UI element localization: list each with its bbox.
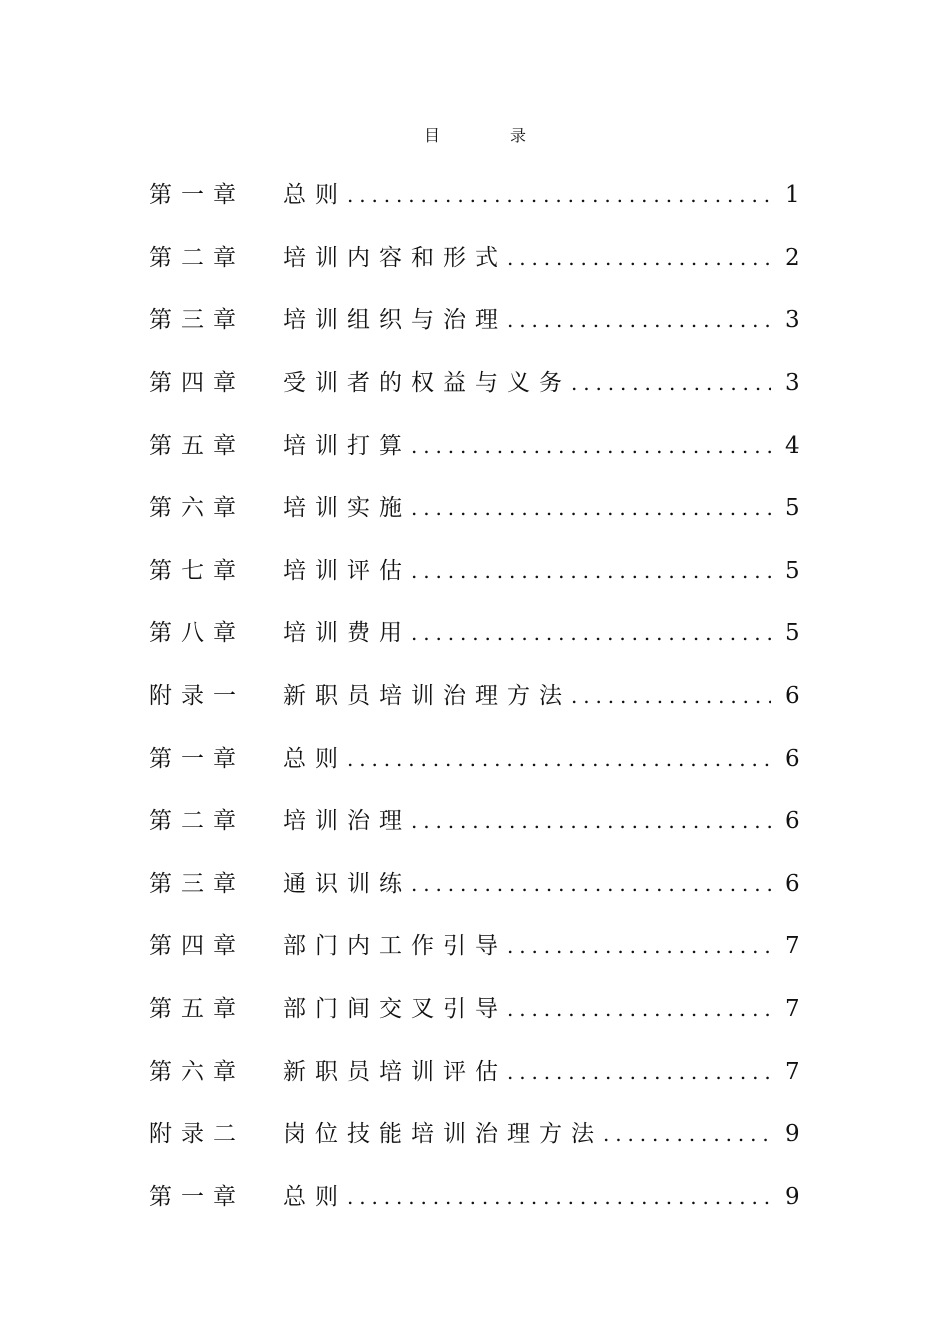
- toc-dot-leader: [411, 865, 771, 903]
- toc-entry-title: 新职员培训治理方法: [283, 683, 571, 710]
- toc-chapter-number: 第一章: [149, 1183, 245, 1210]
- toc-entry[interactable]: [149, 602, 799, 665]
- toc-page-number: 7: [785, 933, 800, 960]
- toc-entry[interactable]: [149, 352, 799, 415]
- toc-entry-title: 受训者的权益与义务: [283, 370, 571, 397]
- toc-dot-leader: [347, 740, 771, 778]
- toc-page-number: 9: [785, 1183, 800, 1210]
- toc-entry[interactable]: [149, 227, 799, 290]
- toc-chapter-number: 第五章: [149, 432, 245, 459]
- toc-entry-title: 总则: [283, 1183, 347, 1210]
- toc-chapter-number: 第八章: [149, 620, 245, 647]
- toc-chapter-number: 第一章: [149, 182, 245, 209]
- toc-chapter-number: 第二章: [149, 808, 245, 835]
- toc-entry[interactable]: [149, 790, 799, 853]
- toc-chapter-number: 第六章: [149, 495, 245, 522]
- toc-entry[interactable]: [149, 978, 799, 1041]
- toc-dot-leader: [507, 239, 771, 277]
- toc-chapter-number: 第三章: [149, 870, 245, 897]
- toc-page-number: 7: [785, 1058, 800, 1085]
- toc-page-number: 5: [785, 557, 800, 584]
- toc-entry[interactable]: [149, 414, 799, 477]
- toc-entry[interactable]: [149, 1040, 799, 1103]
- toc-entry[interactable]: [149, 1103, 799, 1166]
- toc-chapter-number: 第五章: [149, 996, 245, 1023]
- toc-dot-leader: [411, 802, 771, 840]
- toc-entry[interactable]: [149, 853, 799, 916]
- toc-page-number: 9: [785, 1121, 800, 1148]
- toc-entry-title: 部门内工作引导: [283, 933, 507, 960]
- toc-chapter-number: 第二章: [149, 244, 245, 271]
- toc-page-number: 5: [785, 495, 800, 522]
- toc-entry[interactable]: [149, 665, 799, 728]
- toc-chapter-number: 第四章: [149, 370, 245, 397]
- page-title: 目录: [423, 126, 596, 145]
- toc-page-number: 3: [785, 307, 800, 334]
- toc-entry-title: 通识训练: [283, 870, 411, 897]
- toc-entry-title: 新职员培训评估: [283, 1058, 507, 1085]
- toc-entry-title: 培训费用: [283, 620, 411, 647]
- toc-entry-title: 培训实施: [283, 495, 411, 522]
- toc-page-number: 6: [785, 870, 800, 897]
- toc-entry[interactable]: [149, 540, 799, 603]
- toc-page-number: 6: [785, 683, 800, 710]
- toc-dot-leader: [603, 1115, 771, 1153]
- toc-entry-title: 总则: [283, 745, 347, 772]
- toc-page-number: 6: [785, 808, 800, 835]
- toc-dot-leader: [507, 301, 771, 339]
- toc-entry[interactable]: [149, 1166, 799, 1229]
- toc-page-number: 5: [785, 620, 800, 647]
- toc-dot-leader: [347, 1178, 771, 1216]
- toc-chapter-number: 附录二: [149, 1121, 245, 1148]
- toc-page-number: 7: [785, 996, 800, 1023]
- toc-entry-title: 培训评估: [283, 557, 411, 584]
- toc-chapter-number: 第一章: [149, 745, 245, 772]
- toc-entry-title: 部门间交叉引导: [283, 996, 507, 1023]
- toc-dot-leader: [571, 677, 771, 715]
- toc-entry-title: 培训内容和形式: [283, 244, 507, 271]
- table-of-contents: [149, 164, 799, 1228]
- toc-entry[interactable]: [149, 915, 799, 978]
- toc-entry[interactable]: [149, 289, 799, 352]
- toc-entry-title: 培训组织与治理: [283, 307, 507, 334]
- toc-dot-leader: [411, 427, 771, 465]
- toc-dot-leader: [411, 489, 771, 527]
- toc-page-number: 1: [785, 182, 800, 209]
- toc-dot-leader: [411, 552, 771, 590]
- toc-chapter-number: 第七章: [149, 557, 245, 584]
- toc-dot-leader: [507, 990, 771, 1028]
- toc-entry-title: 岗位技能培训治理方法: [283, 1121, 603, 1148]
- toc-entry[interactable]: [149, 727, 799, 790]
- toc-chapter-number: 第三章: [149, 307, 245, 334]
- toc-dot-leader: [507, 927, 771, 965]
- toc-entry-title: 培训治理: [283, 808, 411, 835]
- toc-entry[interactable]: [149, 164, 799, 227]
- toc-page-number: 6: [785, 745, 800, 772]
- toc-chapter-number: 第四章: [149, 933, 245, 960]
- toc-dot-leader: [507, 1053, 771, 1091]
- toc-entry[interactable]: [149, 477, 799, 540]
- toc-chapter-number: 附录一: [149, 683, 245, 710]
- toc-page-number: 3: [785, 370, 800, 397]
- toc-entry-title: 培训打算: [283, 432, 411, 459]
- toc-dot-leader: [571, 364, 771, 402]
- toc-dot-leader: [411, 614, 771, 652]
- toc-dot-leader: [347, 176, 771, 214]
- toc-entry-title: 总则: [283, 182, 347, 209]
- toc-chapter-number: 第六章: [149, 1058, 245, 1085]
- toc-page-number: 2: [785, 244, 800, 271]
- toc-page-number: 4: [785, 432, 800, 459]
